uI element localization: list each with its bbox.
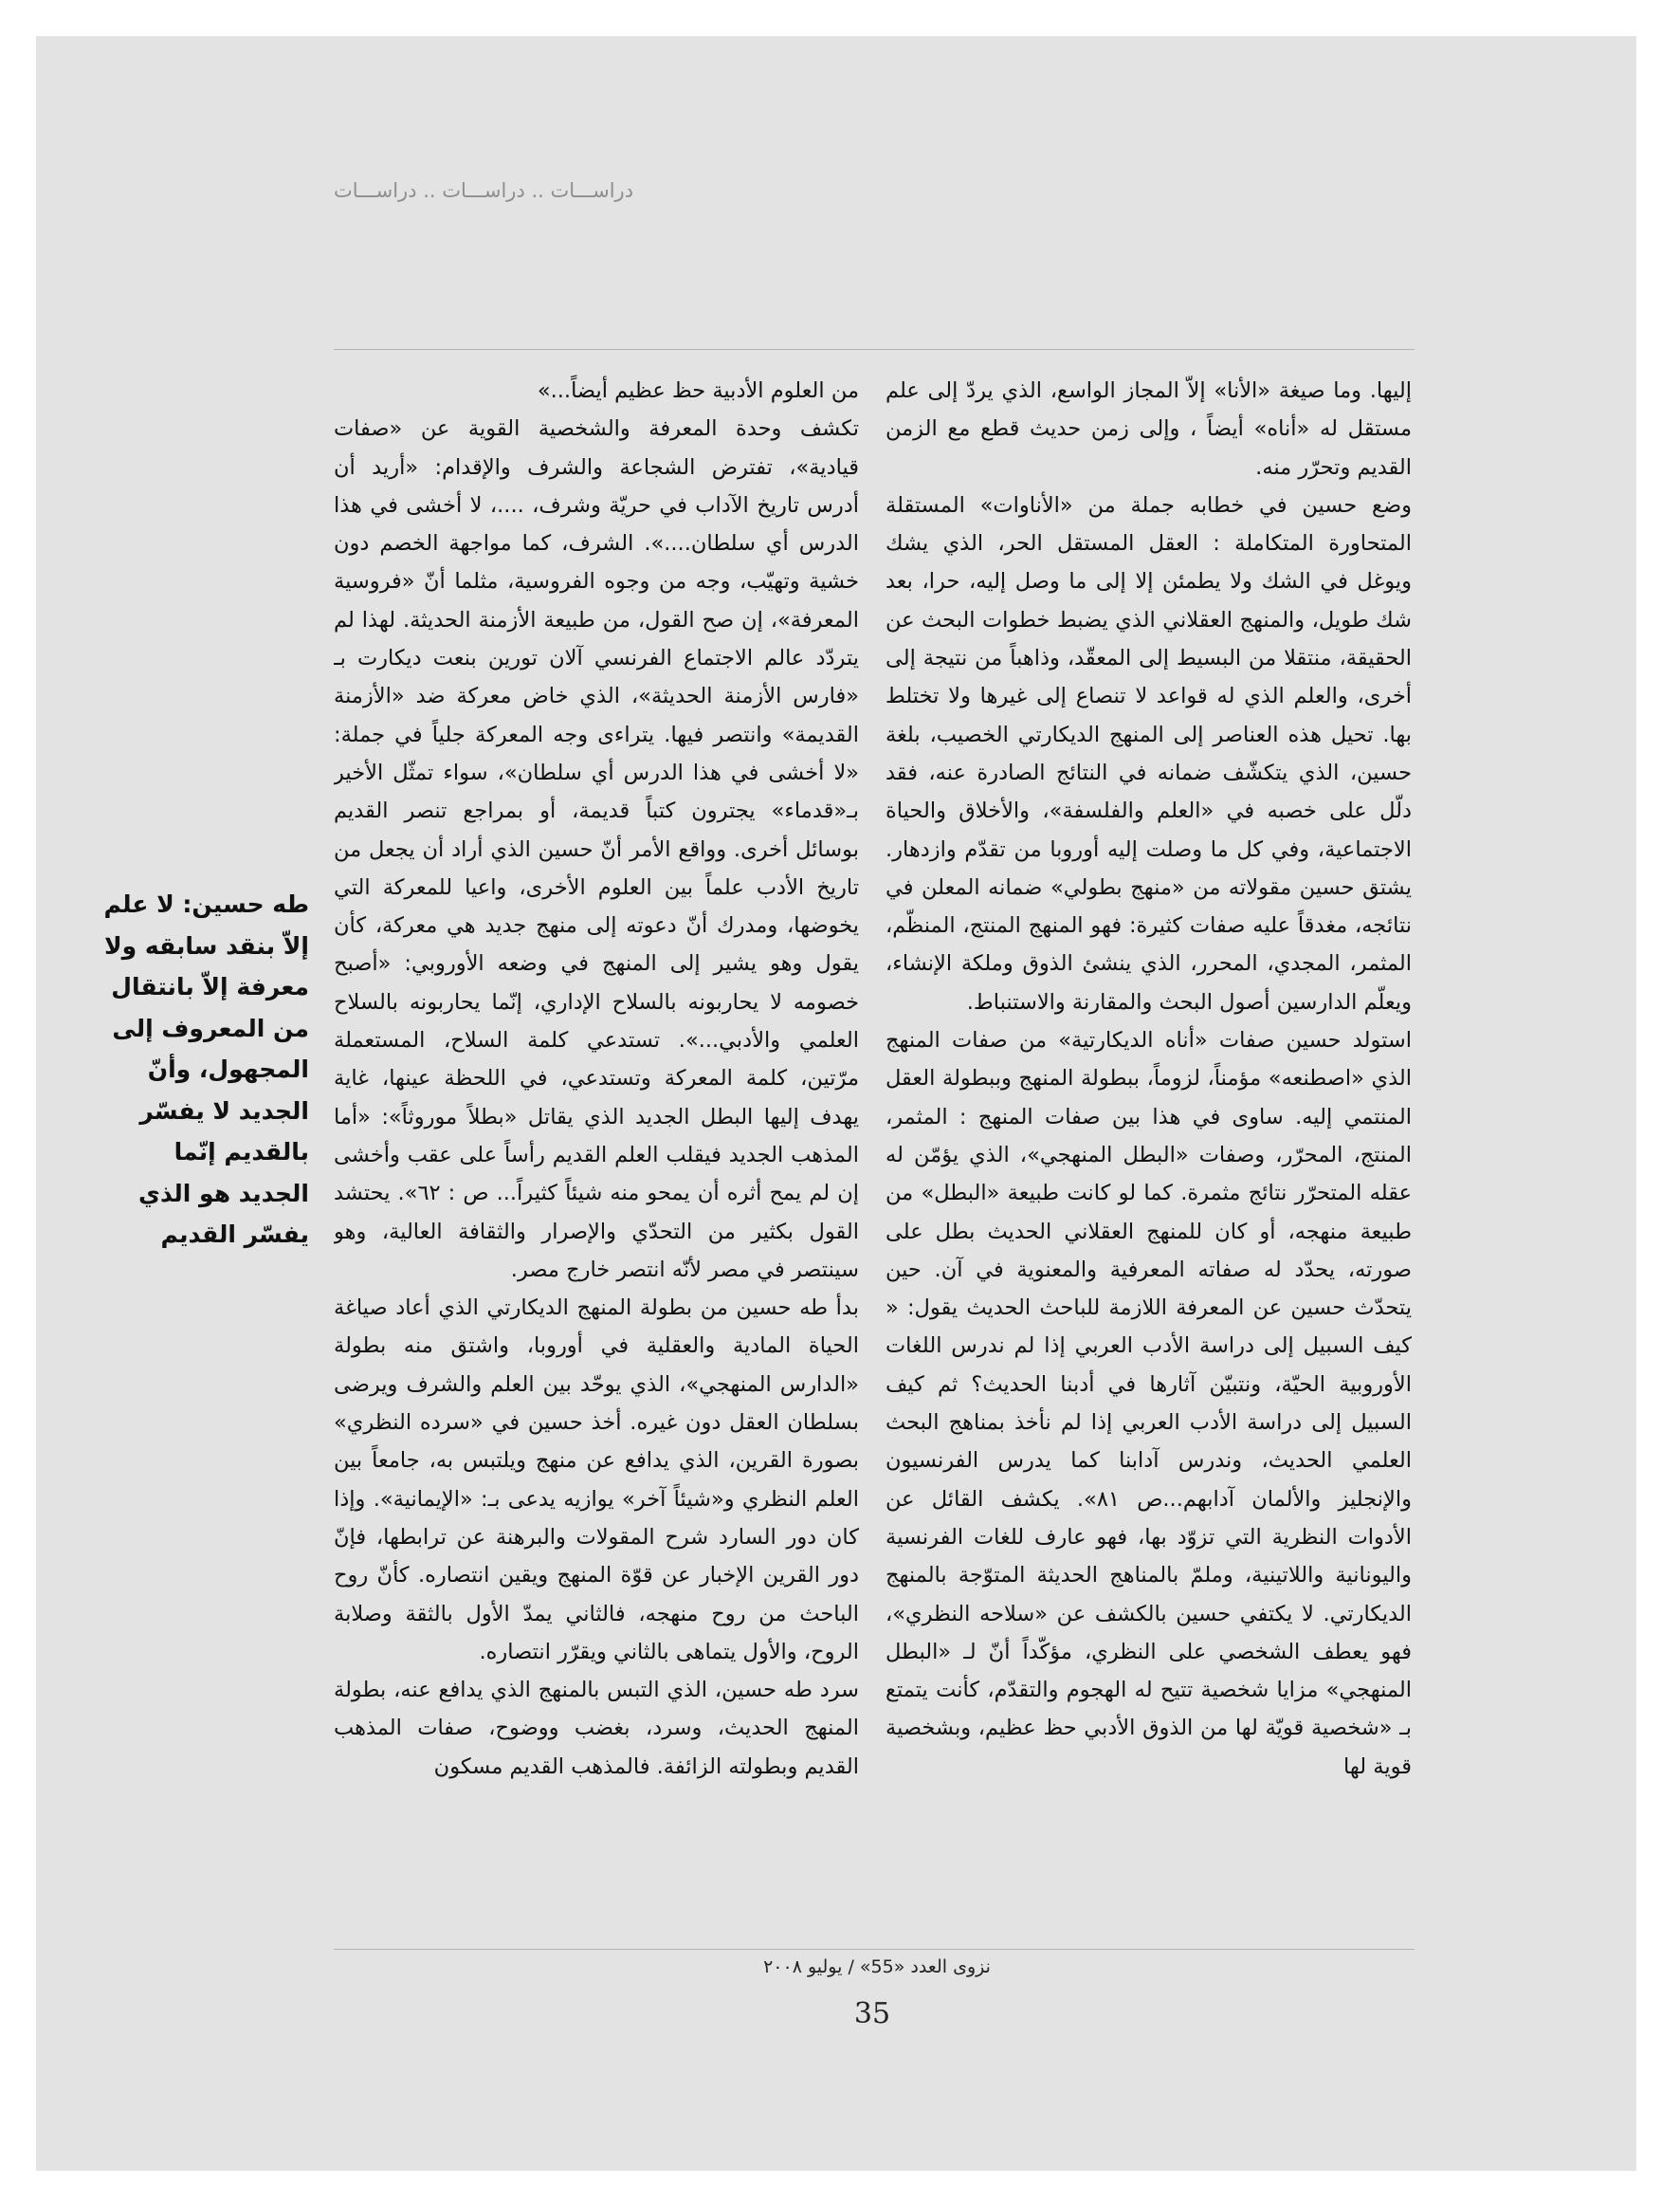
pull-quote: طه حسين: لا علم إلاّ بنقد سابقه ولا معرفة إلاّ بانتقال من المعروف إلى المجهول، وأنّ الجديد لا يفسّر بالقديم إنّما الجديد هو الذي يفسّر القديم [103, 890, 309, 1248]
paragraph: استولد حسين صفات «أناه الديكارتية» من صفات المنهج الذي «اصطنعه» مؤمناً، لزوماً، ببطولة المنهج وببطولة العقل المنتمي إليه. ساوى في هذا بين صفات المنهج : المثمر، المنتج، المحرّر، وصفات «البطل المنهجي»، الذي يؤمّن له عقله المتحرّر نتائج مثمرة. كما لو كانت طبيعة «البطل» من طبيعة منهجه، أو كان للمنهج العقلاني الحديث بطل على صورته، يحدّد له صفاته المعرفية والمعنوية في آن. حين يتحدّث حسين عن المعرفة اللازمة للباحث الحديث يقول: « كيف السبيل إلى دراسة الأدب العربي إذا لم ندرس اللغات الأوروبية الحيّة، ونتبيّن آثارها في أدبنا الحديث؟ ثم كيف السبيل إلى دراسة الأدب العربي إذا لم نأخذ بمناهج البحث العلمي الحديث، وندرس آدابنا كما يدرس الفرنسيون والإنجليز والألمان آدابهم...ص ٨١». يكشف القائل عن الأدوات النظرية التي تزوّد بها، فهو عارف للغات الفرنسية واليونانية واللاتينية، وملمّ بالمناهج الحديثة المتوّجة بالمنهج الديكارتي. لا يكتفي حسين بالكشف عن «سلاحه النظري»، فهو يعطف الشخصي على النظري، مؤكّداً أنّ لـ «البطل المنهجي» مزايا شخصية تتيح له الهجوم والتقدّم، كأنت يتمتع بـ «شخصية قويّة لها من الذوق الأدبي حظ عظيم، وبشخصية قوية لها [886, 1028, 1412, 1779]
paragraph: سرد طه حسين، الذي التبس بالمنهج الذي يدافع عنه، بطولة المنهج الحديث، وسرد، بغضب ووضوح، صفات المذهب القديم وبطولته الزائفة. فالمذهب القديم مسكون [334, 1678, 859, 1779]
top-divider [334, 349, 1415, 350]
issue-info: نزوى العدد «55» / يوليو ٢٠٠٨ [763, 1956, 991, 1977]
paragraph: إليها. وما صيغة «الأنا» إلاّ المجاز الواسع، الذي يردّ إلى علم مستقل له «أناه» أيضاً ، وإلى زمن حديث قطع مع الزمن القديم وتحرّر منه. [886, 378, 1412, 480]
running-header: دراســـات .. دراســـات .. دراســـات [334, 179, 634, 202]
paragraph: بدأ طه حسين من بطولة المنهج الديكارتي الذي أعاد صياغة الحياة المادية والعقلية في أوروبا، واشتق منه بطولة «الدارس المنهجي»، الذي يوحّد بين العلم والشرف ويرضى بسلطان العقل دون غيره. أخذ حسين في «سرده النظري» بصورة القرين، الذي يدافع عن منهج ويلتبس به، جامعاً بين العلم النظري و«شيئاً آخر» يوازيه يدعى بـ: «الإيمانية». وإذا كان دور السارد شرح المقولات والبرهنة عن ترابطها، فإنّ دور القرين الإخبار عن قوّة المنهج ويقين انتصاره. كأنّ روح الباحث من روح منهجه، فالثاني يمدّ الأول بالثقة وصلابة الروح، والأول يتماهى بالثاني ويقرّر انتصاره. [334, 1295, 859, 1664]
text-column-middle [334, 372, 859, 1941]
paragraph: من العلوم الأدبية حظ عظيم أيضاً...» [537, 378, 859, 403]
page-number: 35 [853, 1997, 891, 2030]
bottom-divider [334, 1949, 1415, 1950]
paragraph: تكشف وحدة المعرفة والشخصية القوية عن «صفات قيادية»، تفترض الشجاعة والشرف والإقدام: «أريد أن أدرس تاريخ الآداب في حريّة وشرف، ....، لا أخشى في هذا الدرس أي سلطان....». الشرف، كما مواجهة الخصم دون خشية وتهيّب، وجه من وجوه الفروسية، مثلما أنّ «فروسية المعرفة»، إن صح القول، من طبيعة الأزمنة الحديثة. لهذا لم يتردّد عالم الاجتماع الفرنسي آلان تورين بنعت ديكارت بـ «فارس الأزمنة الحديثة»، الذي خاض معركة ضد «الأزمنة القديمة» وانتصر فيها. يتراءى وجه المعركة جلياً في جملة: «لا أخشى في هذا الدرس أي سلطان»، سواء تمثّل الأخير بـ«قدماء» يجترون كتباً قديمة، أو بمراجع تنصر القديم بوسائل أخرى. وواقع الأمر أنّ حسين الذي أراد أن يجعل من تاريخ الأدب علماً بين العلوم الأخرى، واعيا للمعركة التي يخوضها، ومدرك أنّ دعوته إلى منهج جديد هي معركة، كأن يقول وهو يشير إلى المنهج في وضعه الأوروبي: «أصبح خصومه لا يحاربونه بالسلاح الإداري، إنّما يحاربونه بالسلاح العلمي والأدبي...». تستدعي كلمة السلاح، المستعملة مرّتين، كلمة المعركة وتستدعي، في اللحظة عينها، غاية يهدف إليها البطل الجديد الذي يقاتل «بطلاً موروثاً»: «أما المذهب الجديد فيقلب العلم القديم رأساً على عقب وأخشى إن لم يمح أثره أن يمحو منه شيئاً كثيراً... ص : ٦٢». يحتشد القول بكثير من التحدّي والإصرار والثقافة العالية، وهو سينتصر في مصر لأنّه انتصر خارج مصر. [334, 416, 859, 1282]
paragraph: وضع حسين في خطابه جملة من «الأناوات» المستقلة المتحاورة المتكاملة : العقل المستقل الحر، الذي يشك ويوغل في الشك ولا يطمئن إلا إلى ما وصل إليه، حرا، بعد شك طويل، والمنهج العقلاني الذي يضبط خطوات البحث عن الحقيقة، منتقلا من البسيط إلى المعقّد، وذاهباً من نتيجة إلى أخرى، والعلم الذي له قواعد لا تنصاع إلى غيرها ولا تختلط بها. تحيل هذه العناصر إلى المنهج الديكارتي الخصيب، بلغة حسين، الذي يتكشّف ضمانه في النتائج الصادرة عنه، فقد دلّل على خصبه في «العلم والفلسفة»، والأخلاق والحياة الاجتماعية، وفي كل ما وصلت إليه أوروبا من تقدّم وازدهار. يشتق حسين مقولاته من «منهج بطولي» ضمانه المعلن في نتائجه، مغدقاً عليه صفات كثيرة: فهو المنهج المنتج، المنظّم، المثمر، المجدي، المحرر، الذي ينشئ الذوق وملكة الإنشاء، ويعلّم الدارسين أصول البحث والمقارنة والاستنباط. [886, 492, 1412, 1015]
text-column-right [886, 372, 1412, 1941]
